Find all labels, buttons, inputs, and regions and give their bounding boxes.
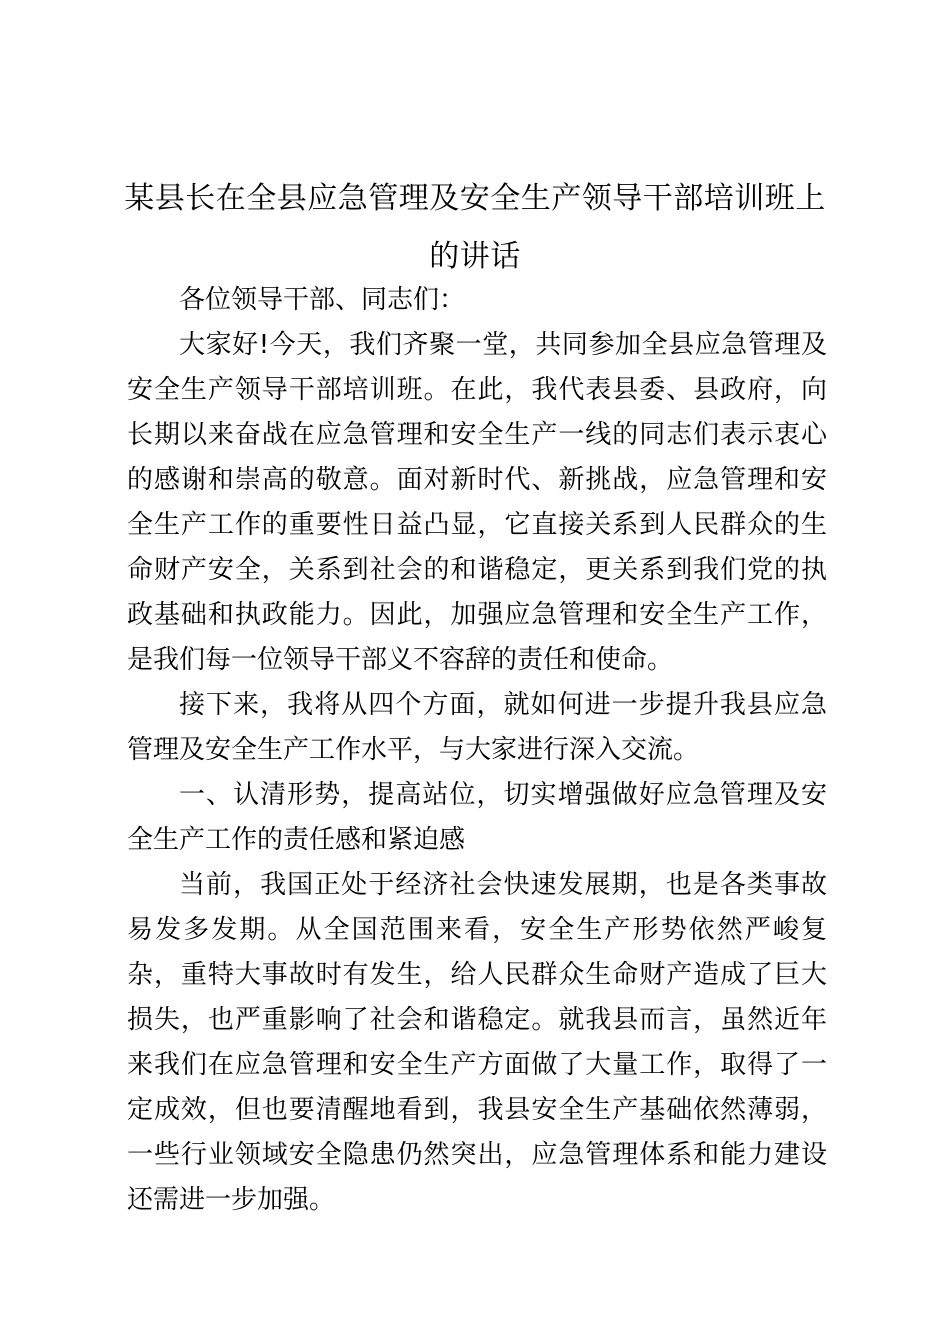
salutation: 各位领导干部、同志们： xyxy=(179,285,466,315)
paragraph-opening: 大家好!今天，我们齐聚一堂，共同参加全县应急管理及安全生产领导干部培训班。在此，我代表县委、县政府，向长期以来奋战在应急管理和安全生产一线的同志们表示衷心的感谢和崇高的敬意。面对新时代、新挑战，应急管理和安全生产工作的重要性日益凸显，它直接关系到人民群众的生命财产安全，关系到社会的和谐稳定，更关系到我们党的执政基础和执政能力。因此，加强应急管理和安全生产工作，是我们每一位领导干部义不容辞的责任和使命。 xyxy=(127,330,827,675)
section-heading-1: 一、认清形势，提高站位，切实增强做好应急管理及安全生产工作的责任感和紧迫感 xyxy=(127,780,827,855)
paragraph-outline: 接下来，我将从四个方面，就如何进一步提升我县应急管理及安全生产工作水平，与大家进行深入交流。 xyxy=(127,690,827,765)
document-body xyxy=(127,278,827,1223)
paragraph-situation: 当前，我国正处于经济社会快速发展期，也是各类事故易发多发期。从全国范围来看，安全生产形势依然严峻复杂，重特大事故时有发生，给人民群众生命财产造成了巨大损失，也严重影响了社会和谐稳定。就我县而言，虽然近年来我们在应急管理和安全生产方面做了大量工作，取得了一定成效，但也要清醒地看到，我县安全生产基础依然薄弱，一些行业领域安全隐患仍然突出，应急管理体系和能力建设还需进一步加强。 xyxy=(127,870,827,1215)
document-title: 某县长在全县应急管理及安全生产领导干部培训班上的讲话 xyxy=(124,181,826,274)
